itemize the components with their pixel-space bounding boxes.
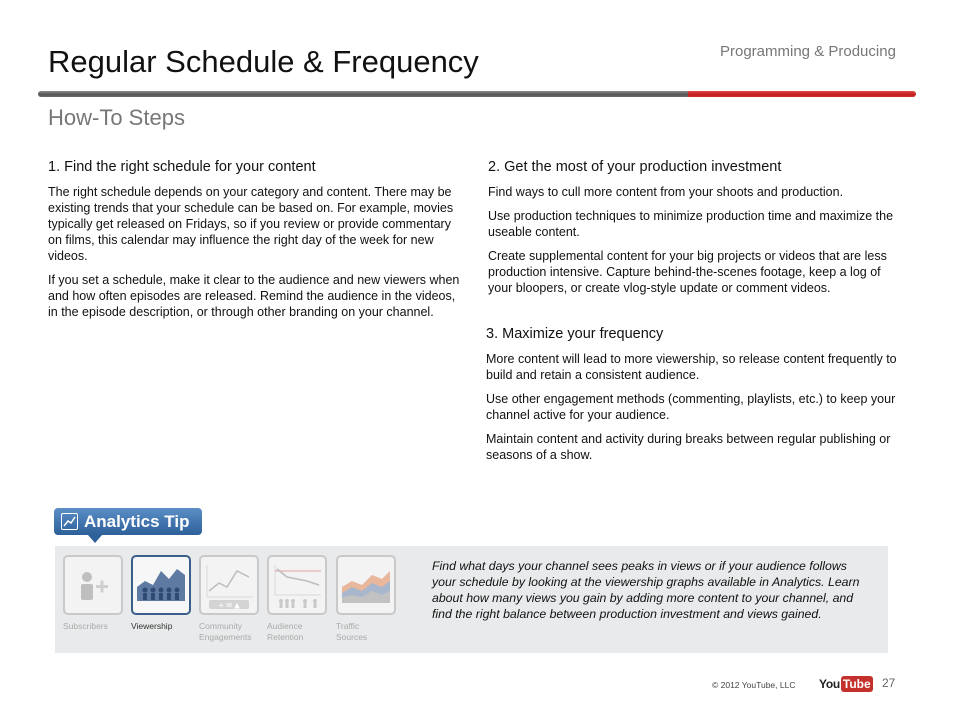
subscribers-tile <box>63 555 123 615</box>
step-paragraph: Use other engagement methods (commenting, playlists, etc.) to keep your channel active for your audience. <box>486 392 896 422</box>
step-paragraph: Find ways to cull more content from your shoots and production. <box>488 185 844 199</box>
subscribers-icon <box>65 557 121 613</box>
audience-retention-tile <box>267 555 327 615</box>
logo-tube: Tube <box>842 676 871 691</box>
tile-label-viewership: Viewership <box>131 621 173 631</box>
tile-label-traffic-sources: Traffic Sources <box>336 621 368 642</box>
youtube-logo <box>819 675 873 692</box>
step-heading: 2. Get the most of your production investment <box>488 159 782 175</box>
step-paragraph: Use production techniques to minimize production time and maximize the useable content. <box>488 209 894 239</box>
audience-retention-icon <box>269 557 325 613</box>
step-3 <box>486 326 902 471</box>
page-subtitle: How-To Steps <box>48 105 185 130</box>
logo-you: You <box>819 676 840 691</box>
traffic-sources-tile <box>336 555 396 615</box>
analytics-tip-label: Analytics Tip <box>84 511 190 531</box>
step-paragraph: If you set a schedule, make it clear to the audience and new viewers when and how often episodes are released. Remind the audience in the videos, in the episode description, or through other branding on your channel. <box>48 273 460 319</box>
svg-text:+ ✉ ▲: + ✉ ▲ <box>218 601 240 610</box>
step-paragraph: The right schedule depends on your category and content. There may be existing trends that your schedule can be based on. For example, movies typically get released on Fridays, so if you review or provide commentary on films, this calendar may influence the right day of the week for new videos. <box>48 185 454 263</box>
header-divider <box>38 91 916 97</box>
badge-pointer <box>88 535 102 543</box>
viewership-tile <box>131 555 191 615</box>
tile-label-audience-retention: Audience Retention <box>267 621 304 642</box>
community-engagements-tile <box>199 555 259 615</box>
page-title: Regular Schedule & Frequency <box>48 44 479 79</box>
copyright: © 2012 YouTube, LLC <box>712 680 796 690</box>
step-paragraph: Create supplemental content for your big projects or videos that are less production intensive. Capture behind-the-scenes footage, keep a log of your bloopers, or create vlog-style update or comment videos. <box>488 249 887 295</box>
analytics-chart-icon <box>61 513 78 530</box>
step-2 <box>488 159 900 304</box>
step-paragraph: More content will lead to more viewership, so release content frequently to build and retain a consistent audience. <box>486 352 897 382</box>
analytics-tip-text: Find what days your channel sees peaks in views or if your audience follows your schedule by looking at the viewership graphs available in Analytics. Learn about how many views you gain by adding more content to your channel, and find the right balance between production investment and views gained. <box>432 559 860 621</box>
analytics-tip-badge <box>54 508 202 535</box>
viewership-icon <box>133 557 189 613</box>
section-label: Programming & Producing <box>720 43 896 60</box>
step-heading: 3. Maximize your frequency <box>486 326 664 342</box>
step-paragraph: Maintain content and activity during breaks between regular publishing or seasons of a show. <box>486 432 891 462</box>
step-1 <box>48 159 462 328</box>
page-number: 27 <box>882 676 896 690</box>
community-engagements-icon <box>201 557 257 613</box>
tile-label-community-engagements: Community Engagements <box>199 621 252 642</box>
traffic-sources-icon <box>338 557 394 613</box>
step-heading: 1. Find the right schedule for your content <box>48 159 316 175</box>
tile-label-subscribers: Subscribers <box>63 621 108 631</box>
